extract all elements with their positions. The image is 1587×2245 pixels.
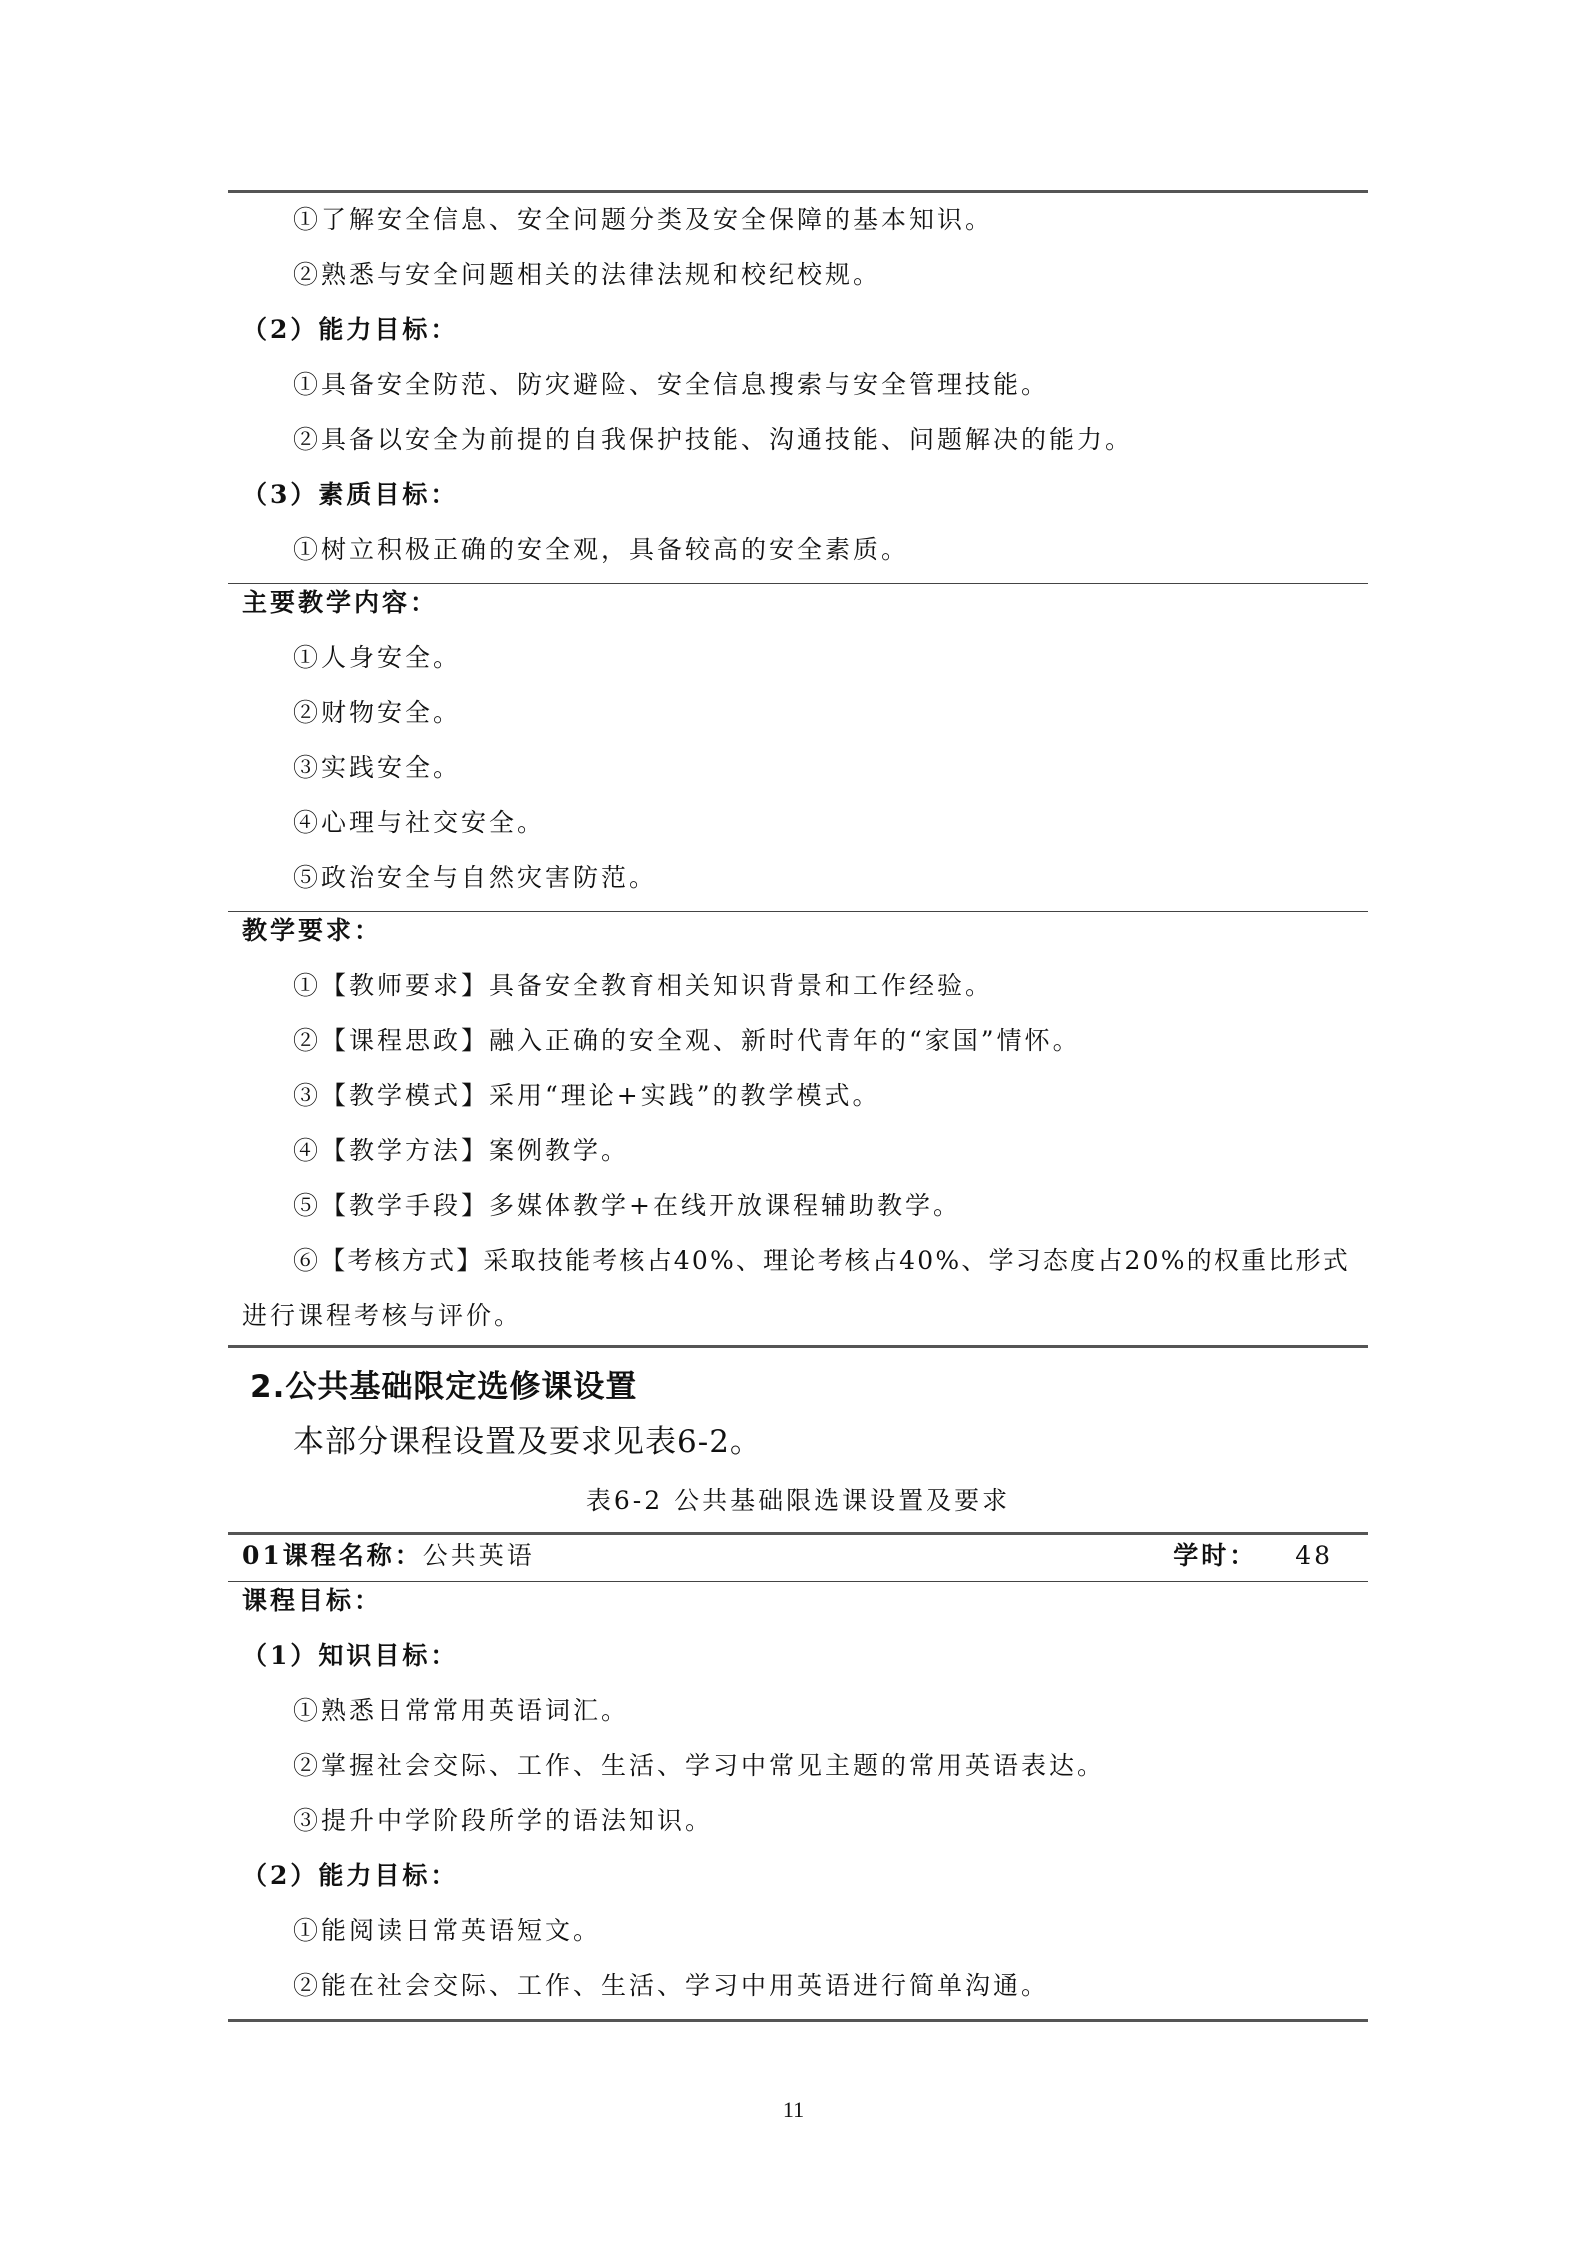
requirement-item: ⑥【考核方式】采取技能考核占40%、理论考核占40%、学习态度占20%的权重比形式 xyxy=(293,1246,1350,1275)
goals-heading: 课程目标： xyxy=(242,1586,383,1615)
knowledge-item: ②掌握社会交际、工作、生活、学习中常见主题的常用英语表达。 xyxy=(293,1751,1106,1780)
requirement-item: ①【教师要求】具备安全教育相关知识背景和工作经验。 xyxy=(293,971,994,1000)
quality-heading: （3）素质目标： xyxy=(242,480,459,509)
quality-item: ①树立积极正确的安全观，具备较高的安全素质。 xyxy=(293,535,910,564)
course-name-label: 01课程名称： xyxy=(242,1541,423,1570)
hours-label: 学时： xyxy=(1173,1541,1258,1570)
page-number: 11 xyxy=(782,2097,805,2122)
knowledge-item: ①熟悉日常常用英语词汇。 xyxy=(293,1696,630,1725)
course-header-row xyxy=(228,1535,1368,1581)
content-heading: 主要教学内容： xyxy=(242,588,439,617)
content-item: ⑤政治安全与自然灾害防范。 xyxy=(293,863,658,892)
course-name-value: 公共英语 xyxy=(422,1541,535,1570)
requirement-item: ④【教学方法】案例教学。 xyxy=(293,1136,630,1165)
ability-item: ②具备以安全为前提的自我保护技能、沟通技能、问题解决的能力。 xyxy=(293,425,1134,454)
ability-item: ①能阅读日常英语短文。 xyxy=(293,1916,602,1945)
knowledge-item: ③提升中学阶段所学的语法知识。 xyxy=(293,1806,714,1835)
requirements-section xyxy=(228,911,1368,1348)
requirement-item: ③【教学模式】采用“理论+实践”的教学模式。 xyxy=(293,1081,881,1110)
english-course-table xyxy=(228,1532,1368,2022)
ability-item: ②能在社会交际、工作、生活、学习中用英语进行简单沟通。 xyxy=(293,1971,1050,2000)
requirements-heading: 教学要求： xyxy=(242,916,383,945)
knowledge-item: ②熟悉与安全问题相关的法律法规和校纪校规。 xyxy=(293,260,882,289)
requirement-item: ⑤【教学手段】多媒体教学+在线开放课程辅助教学。 xyxy=(293,1191,961,1220)
requirement-item: ②【课程思政】融入正确的安全观、新时代青年的“家国”情怀。 xyxy=(293,1026,1081,1055)
table-caption: 表6-2 公共基础限选课设置及要求 xyxy=(585,1486,1011,1515)
goals-section xyxy=(228,1581,1368,2001)
content-item: ①人身安全。 xyxy=(293,643,462,672)
knowledge-heading: （1）知识目标： xyxy=(242,1641,459,1670)
requirement-continuation: 进行课程考核与评价。 xyxy=(242,1301,523,1330)
safety-course-table xyxy=(228,190,1368,1348)
hours-value: 48 xyxy=(1295,1541,1333,1570)
ability-heading: （2）能力目标： xyxy=(242,1861,459,1890)
knowledge-item: ①了解安全信息、安全问题分类及安全保障的基本知识。 xyxy=(293,205,994,234)
ability-item: ①具备安全防范、防灾避险、安全信息搜索与安全管理技能。 xyxy=(293,370,1050,399)
ability-heading: （2）能力目标： xyxy=(242,315,459,344)
section-intro: 本部分课程设置及要求见表6-2。 xyxy=(293,1424,762,1460)
content-item: ④心理与社交安全。 xyxy=(293,808,546,837)
content-item: ②财物安全。 xyxy=(293,698,462,727)
section-heading: 2.公共基础限定选修课设置 xyxy=(250,1369,638,1405)
page-content xyxy=(228,190,1368,2022)
content-item: ③实践安全。 xyxy=(293,753,462,782)
content-section xyxy=(228,583,1368,893)
